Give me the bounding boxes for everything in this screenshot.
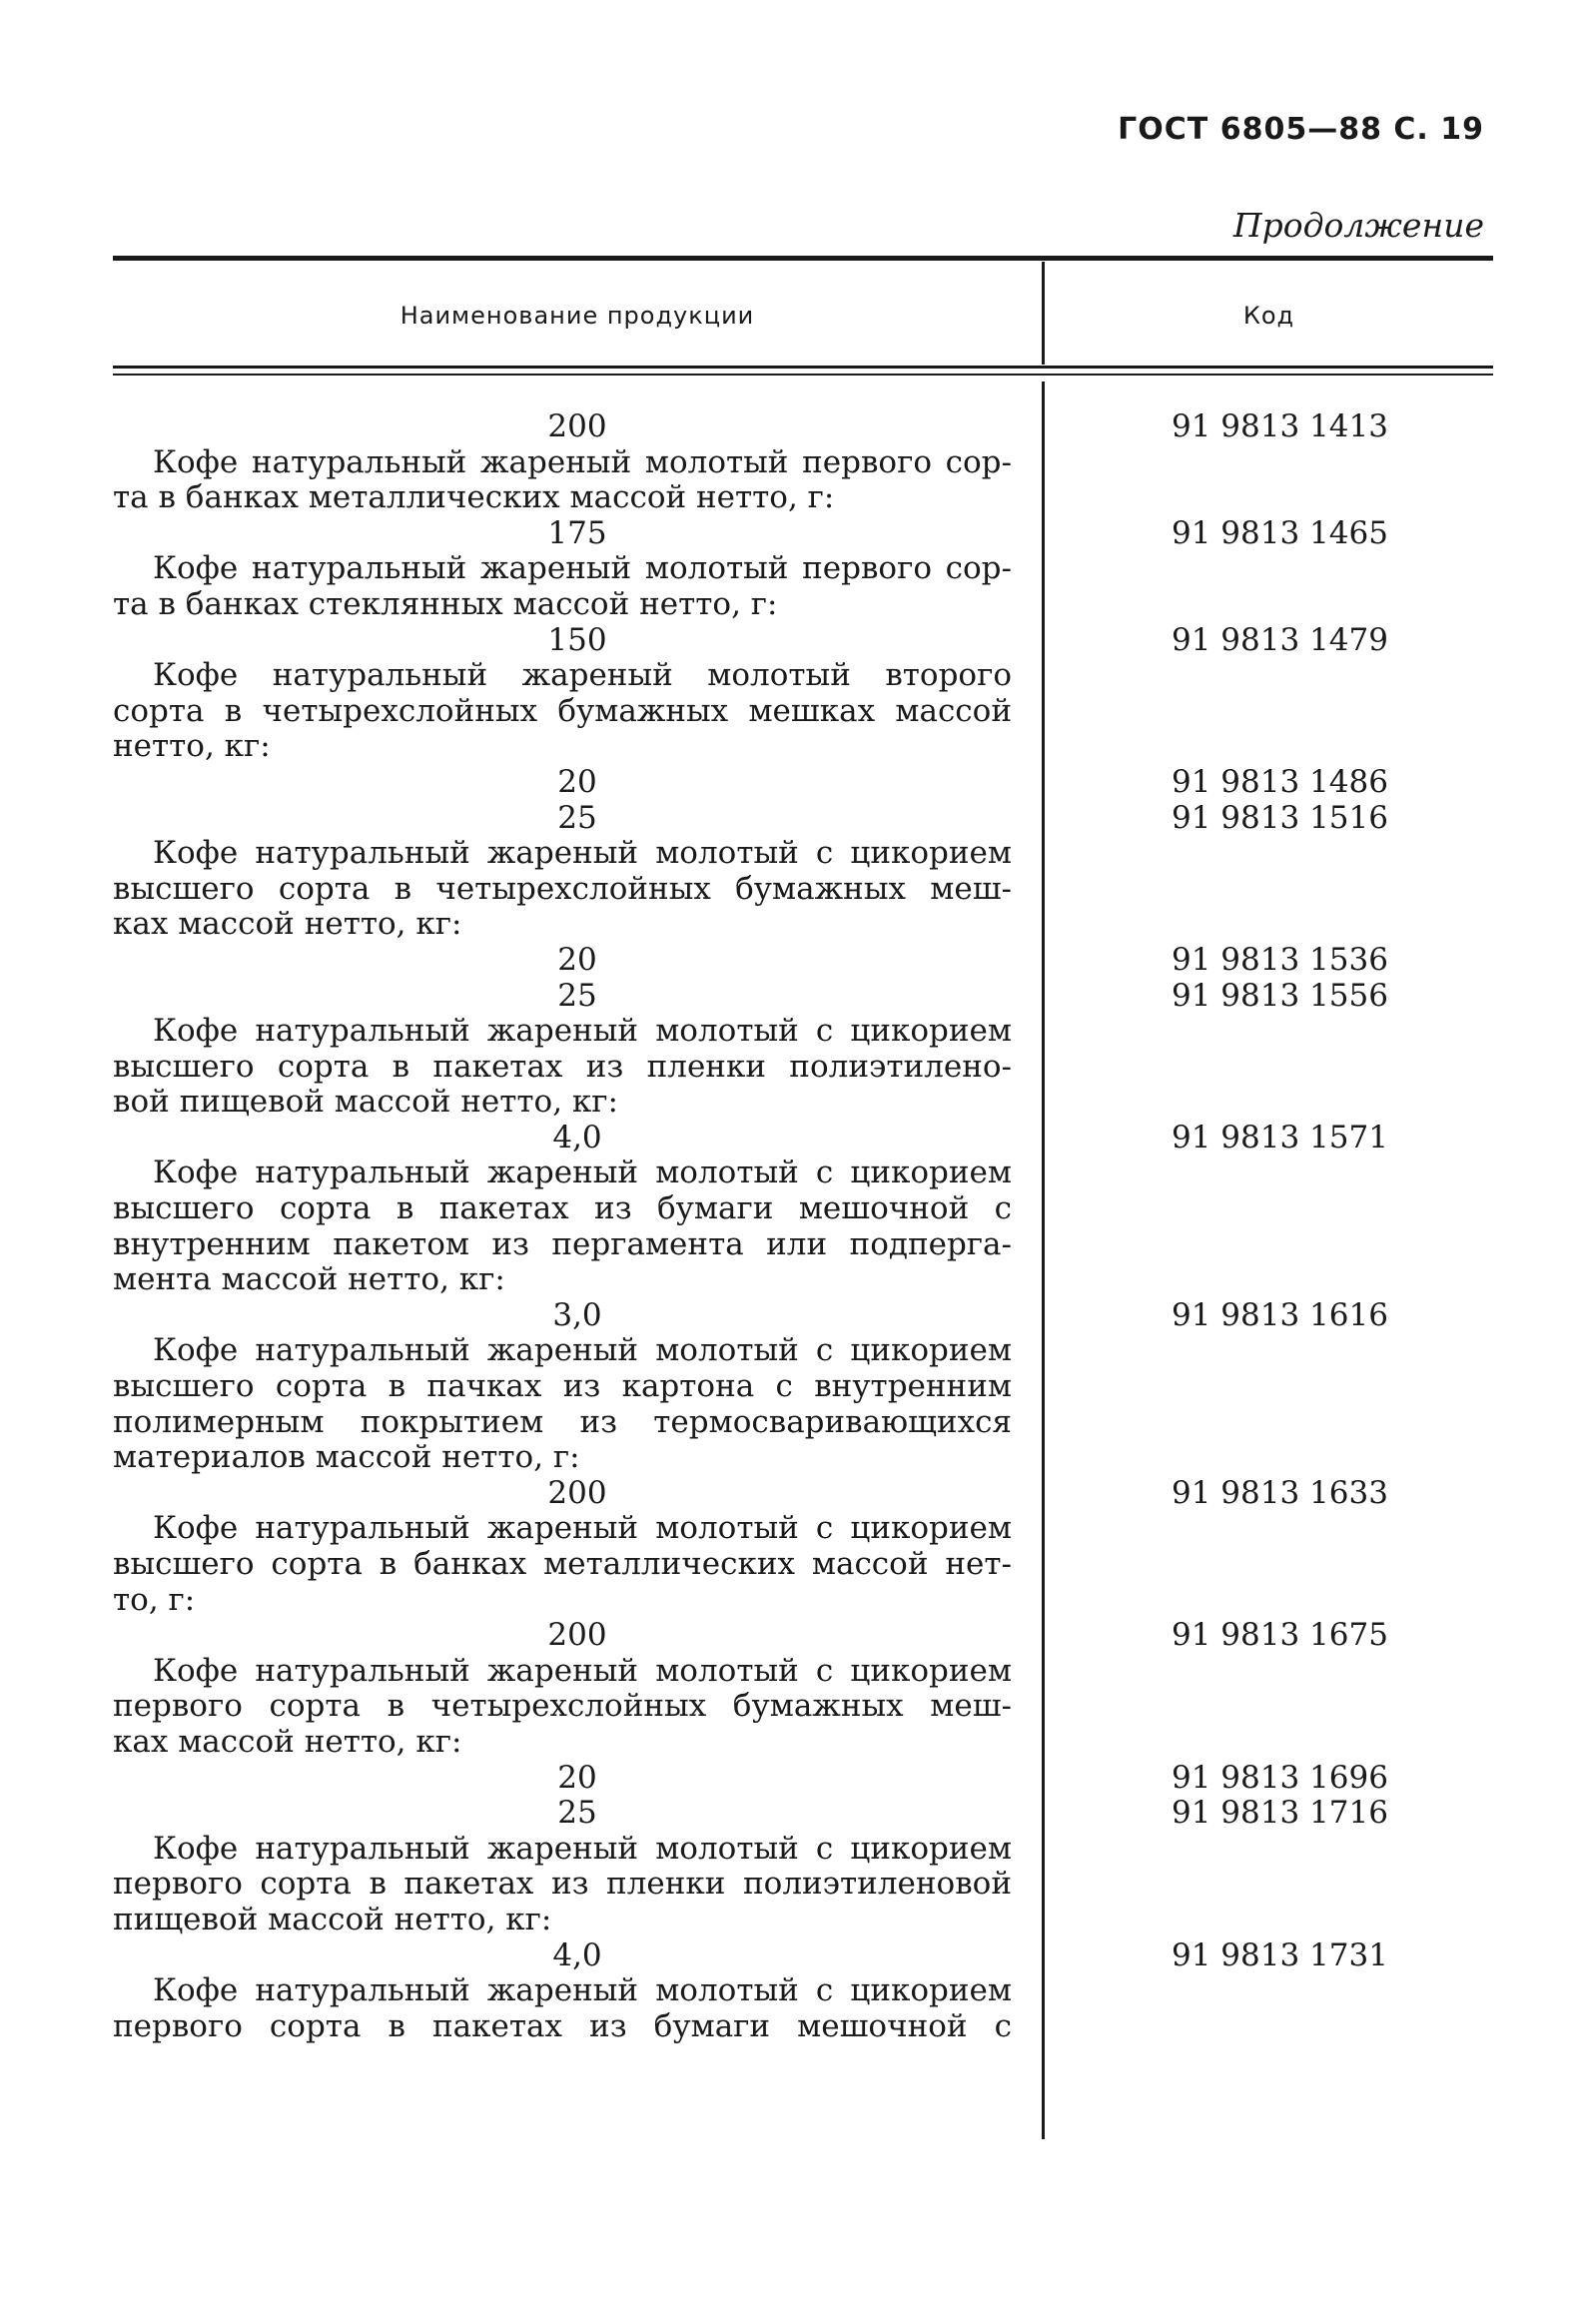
product-code: 91 9813 1556 <box>1172 977 1388 1014</box>
product-name-line: 4,0 <box>552 1937 602 1973</box>
product-name-line: 20 <box>557 764 597 800</box>
product-name-line: 200 <box>547 409 607 444</box>
table-row <box>113 1440 1493 1476</box>
table-row <box>113 1333 1493 1369</box>
continuation-label: Продолжение <box>1232 206 1484 245</box>
product-name-line: Кофе натуральный жареный молотый с цикорием <box>153 1155 1012 1191</box>
product-name-line: Кофе натуральный жареный молотый первого сор- <box>153 551 1012 587</box>
product-code: 91 9813 1486 <box>1172 763 1388 800</box>
table-row <box>113 1050 1493 1086</box>
product-name-line: высшего сорта в банках металлических массой нет- <box>113 1547 1012 1582</box>
table-row <box>113 1973 1493 2009</box>
product-name-line: мента массой нетто, кг: <box>113 1262 505 1298</box>
table-row <box>113 2009 1493 2045</box>
table-row <box>113 587 1493 623</box>
product-name-line: 200 <box>547 1618 607 1654</box>
table-row <box>113 1191 1493 1227</box>
table-row <box>113 1405 1493 1441</box>
product-code: 91 9813 1616 <box>1172 1296 1388 1333</box>
product-name-line: высшего сорта в четырехслойных бумажных меш- <box>113 871 1012 907</box>
column-header-name: Наименование продукции <box>399 302 755 330</box>
product-code: 91 9813 1716 <box>1172 1795 1388 1832</box>
product-code: 91 9813 1696 <box>1172 1759 1388 1796</box>
table-row <box>113 1262 1493 1298</box>
table-row <box>113 1369 1493 1405</box>
product-name-line: 25 <box>557 978 597 1014</box>
table-row <box>113 409 1493 445</box>
table-row <box>113 551 1493 587</box>
table-row <box>113 1155 1493 1191</box>
table-top-rule <box>113 256 1493 261</box>
product-name-line: внутренним пакетом из пергамента или подперга- <box>113 1226 1012 1262</box>
product-name-line: 200 <box>547 1475 607 1511</box>
table-row <box>113 480 1493 516</box>
product-name-line: пищевой массой нетто, кг: <box>113 1902 552 1937</box>
table-row <box>113 801 1493 837</box>
product-name-line: Кофе натуральный жареный молотый второго <box>153 658 1012 694</box>
table-row <box>113 1121 1493 1156</box>
product-name-line: сорта в четырехслойных бумажных мешках массой <box>113 693 1012 729</box>
product-name-line: 25 <box>557 1796 597 1832</box>
table-row <box>113 1689 1493 1725</box>
product-name-line: Кофе натуральный жареный молотый с цикорием <box>153 1973 1012 2009</box>
product-name-line: высшего сорта в пачках из картона с внутренним <box>113 1369 1012 1405</box>
table-row <box>113 1227 1493 1263</box>
table-row <box>113 1832 1493 1868</box>
product-name-line: та в банках стеклянных массой нетто, г: <box>113 586 778 622</box>
product-name-line: 150 <box>547 622 607 658</box>
table-row <box>113 1903 1493 1938</box>
product-name-line: Кофе натуральный жареный молотый с цикорием <box>153 1014 1012 1050</box>
product-name-line: Кофе натуральный жареный молотый с цикорием <box>153 836 1012 872</box>
table-row <box>113 1511 1493 1547</box>
product-name-line: Кофе натуральный жареный молотый с цикорием <box>153 1831 1012 1867</box>
table-row <box>113 765 1493 801</box>
product-name-line: Кофе натуральный жареный молотый первого сор- <box>153 444 1012 480</box>
table-row <box>113 1867 1493 1903</box>
header-bottom-rule <box>113 366 1493 369</box>
product-code: 91 9813 1516 <box>1172 799 1388 836</box>
table-row <box>113 1014 1493 1050</box>
column-header-code: Код <box>1242 302 1295 330</box>
product-name-line: вой пищевой массой нетто, кг: <box>113 1085 618 1121</box>
product-table-body <box>113 409 1493 2044</box>
table-row <box>113 1761 1493 1797</box>
table-row <box>113 872 1493 908</box>
table-row <box>113 907 1493 943</box>
product-code: 91 9813 1465 <box>1172 514 1388 551</box>
product-code: 91 9813 1731 <box>1172 1936 1388 1973</box>
table-row <box>113 979 1493 1015</box>
table-row <box>113 1476 1493 1512</box>
product-name-line: 4,0 <box>552 1120 602 1155</box>
table-row <box>113 1725 1493 1761</box>
product-code: 91 9813 1413 <box>1172 408 1388 444</box>
product-code: 91 9813 1633 <box>1172 1474 1388 1511</box>
table-row <box>113 1654 1493 1690</box>
product-name-line: Кофе натуральный жареный молотый с цикорием <box>153 1511 1012 1547</box>
product-name-line: материалов массой нетто, г: <box>113 1440 580 1476</box>
table-row <box>113 445 1493 481</box>
table-row <box>113 1618 1493 1654</box>
product-name-line: 25 <box>557 800 597 836</box>
product-name-line: первого сорта в пакетах из пленки полиэтиленовой <box>113 1867 1012 1903</box>
product-name-line: высшего сорта в пакетах из бумаги мешочной с <box>113 1191 1012 1227</box>
table-row <box>113 694 1493 730</box>
product-name-line: та в банках металлических массой нетто, г: <box>113 480 835 516</box>
product-name-line: ках массой нетто, кг: <box>113 1724 462 1760</box>
product-name-line: 20 <box>557 1760 597 1796</box>
header-bottom-rule-double <box>113 374 1493 376</box>
table-row <box>113 1298 1493 1334</box>
table-row <box>113 1938 1493 1974</box>
table-row <box>113 836 1493 872</box>
product-name-line: 175 <box>547 515 607 551</box>
page-header: ГОСТ 6805—88 С. 19 <box>1118 112 1484 147</box>
table-row <box>113 623 1493 659</box>
table-row <box>113 658 1493 694</box>
product-name-line: первого сорта в пакетах из бумаги мешочной с <box>113 2008 1012 2044</box>
product-name-line: нетто, кг: <box>113 729 271 765</box>
product-code: 91 9813 1675 <box>1172 1617 1388 1654</box>
table-row <box>113 1547 1493 1583</box>
table-row <box>113 1796 1493 1832</box>
table-row <box>113 516 1493 552</box>
product-name-line: Кофе натуральный жареный молотый с цикорием <box>153 1333 1012 1369</box>
product-name-line: высшего сорта в пакетах из пленки полиэтилено- <box>113 1049 1012 1085</box>
product-code: 91 9813 1571 <box>1172 1119 1388 1155</box>
product-name-line: ках массой нетто, кг: <box>113 907 462 943</box>
table-row <box>113 1583 1493 1619</box>
product-name-line: 3,0 <box>552 1297 602 1333</box>
product-name-line: то, г: <box>113 1582 196 1618</box>
product-name-line: полимерным покрытием из термосваривающихся <box>113 1404 1012 1440</box>
product-name-line: Кофе натуральный жареный молотый с цикорием <box>153 1653 1012 1689</box>
table-row <box>113 729 1493 765</box>
product-code: 91 9813 1536 <box>1172 941 1388 978</box>
table-row <box>113 1085 1493 1121</box>
product-name-line: первого сорта в четырехслойных бумажных меш- <box>113 1689 1012 1725</box>
product-name-line: 20 <box>557 942 597 978</box>
table-row <box>113 943 1493 979</box>
product-code: 91 9813 1479 <box>1172 621 1388 658</box>
